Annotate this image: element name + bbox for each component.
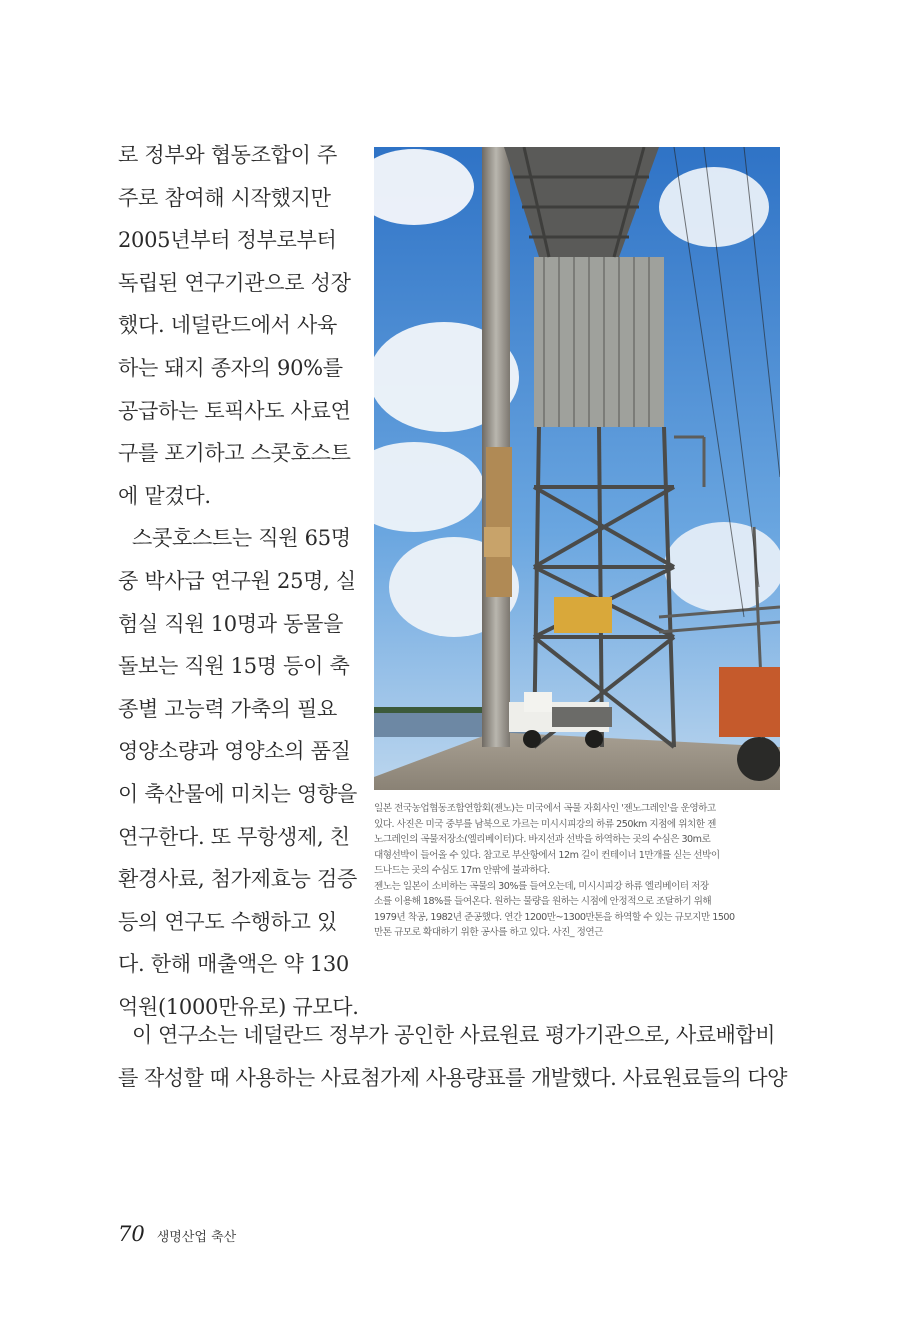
- text-line: 돌보는 직원 15명 등이 축: [118, 654, 350, 679]
- caption-line: 있다. 사진은 미국 중부를 남북으로 가르는 미시시피강의 하류 250km 지점에 위치한 젠: [374, 818, 716, 830]
- page-footer: [118, 1222, 236, 1246]
- text-line: 험실 직원 10명과 동물을: [118, 611, 344, 636]
- text-line: 연구한다. 또 무항생제, 친: [118, 824, 350, 849]
- text-line: 주로 참여해 시작했지만: [118, 185, 331, 210]
- bottom-text-block: [118, 1014, 786, 1099]
- text-line: 를 작성할 때 사용하는 사료첨가제 사용량표를 개발했다. 사료원료들의 다양: [118, 1065, 787, 1090]
- page-number: 70: [118, 1222, 145, 1246]
- caption-line: 소를 이용해 18%를 들여온다. 원하는 물량을 원하는 시점에 안정적으로 조달하기 위해: [374, 896, 712, 907]
- text-line: 공급하는 토픽사도 사료연: [118, 398, 351, 423]
- text-line: 영양소량과 영양소의 품질: [118, 739, 351, 764]
- text-line: 다. 한해 매출액은 약 130: [118, 952, 349, 977]
- caption-line: 드나드는 곳의 수심도 17m 안팎에 불과하다.: [374, 865, 550, 876]
- text-line: 이 축산물에 미치는 영향을: [118, 781, 357, 806]
- caption-line: 일본 전국농업협동조합연합회(젠노)는 미국에서 곡물 자회사인 '젠노그레인'을 운영하고: [374, 803, 716, 814]
- text-line: 로 정부와 협동조합이 주: [118, 143, 337, 167]
- caption-line: 젠노는 일본이 소비하는 곡물의 30%를 들여오는데, 미시시피강 하류 엘리베이터 저장: [374, 880, 709, 892]
- text-line: 억원(1000만유로) 규모다.: [118, 994, 359, 1019]
- text-line: 2005년부터 정부로부터: [118, 228, 337, 253]
- section-title: 생명산업 축산: [156, 1230, 237, 1245]
- caption-line: 1979년 착공, 1982년 준공했다. 연간 1200만~1300만톤을 하역할 수 있는 규모지만 1500: [374, 911, 735, 923]
- text-line: 에 맡겼다.: [118, 483, 211, 508]
- caption-line: 노그레인의 곡물저장소(엘리베이터)다. 바지선과 선박을 하역하는 곳의 수심은 30m로: [374, 834, 711, 845]
- photo-caption: [374, 801, 784, 941]
- grain-elevator-photo: [374, 147, 780, 790]
- caption-line: 대형선박이 들어올 수 있다. 참고로 부산항에서 12m 길이 컨테이너 1만개를 싣는 선박이: [374, 849, 720, 861]
- text-line: 구를 포기하고 스콧호스트: [118, 441, 351, 466]
- text-line: 스콧호스트는 직원 65명: [132, 526, 351, 551]
- text-line: 이 연구소는 네덜란드 정부가 공인한 사료원료 평가기관으로, 사료배합비: [132, 1023, 775, 1047]
- text-line: 환경사료, 첨가제효능 검증: [118, 867, 357, 892]
- text-line: 독립된 연구기관으로 성장: [118, 270, 351, 295]
- text-line: 종별 고능력 가축의 필요: [118, 696, 337, 721]
- left-text-column: [118, 134, 358, 1028]
- text-line: 등의 연구도 수행하고 있: [118, 909, 337, 934]
- text-line: 했다. 네덜란드에서 사육: [118, 313, 337, 338]
- text-line: 하는 돼지 종자의 90%를: [118, 355, 343, 380]
- text-line: 중 박사급 연구원 25명, 실: [118, 568, 356, 593]
- caption-line: 만톤 규모로 확대하기 위한 공사를 하고 있다. 사진_ 정연근: [374, 927, 603, 938]
